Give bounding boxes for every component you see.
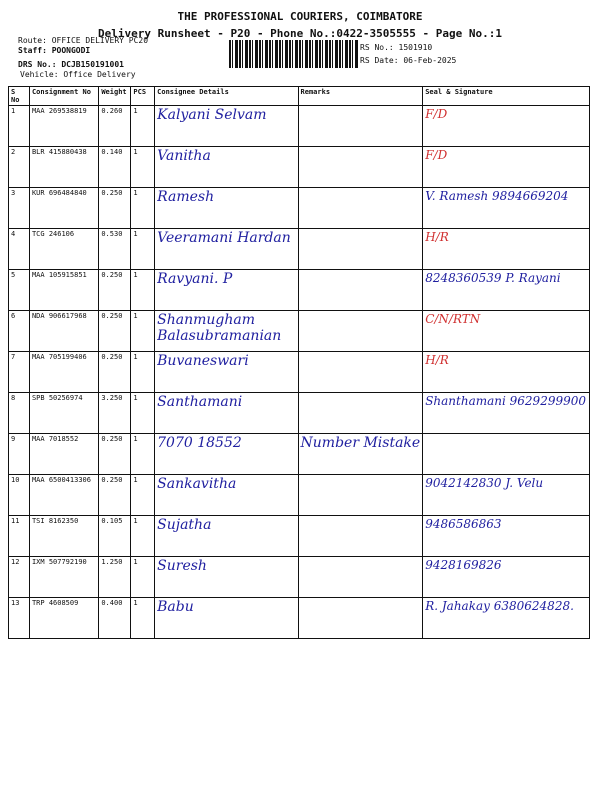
consignment-cell: TCG 246106 <box>29 229 98 270</box>
pcs-cell: 1 <box>131 106 155 147</box>
seal-handwriting: V. Ramesh 9894669204 <box>425 189 569 203</box>
seal-cell <box>423 516 590 557</box>
seal-handwriting: Shanthamani 9629299900 <box>425 394 587 408</box>
weight-cell: 0.260 <box>99 106 131 147</box>
weight-cell: 3.250 <box>99 393 131 434</box>
seal-cell <box>423 270 590 311</box>
consignee-handwriting: Veeramani Hardan <box>157 230 291 246</box>
col-consignment: Consignment No <box>29 87 98 106</box>
pcs-cell: 1 <box>131 188 155 229</box>
pcs-cell: 1 <box>131 147 155 188</box>
table-row <box>9 106 590 147</box>
pcs-cell: 1 <box>131 229 155 270</box>
consignment-cell: TRP 4608509 <box>29 598 98 639</box>
seal-cell <box>423 188 590 229</box>
seal-cell <box>423 598 590 639</box>
pcs-cell: 1 <box>131 352 155 393</box>
consignee-cell <box>155 147 298 188</box>
remarks-cell <box>298 434 423 475</box>
consignee-handwriting: 7070 18552 <box>157 435 242 451</box>
sno-cell: 6 <box>9 311 30 352</box>
consignee-cell <box>155 229 298 270</box>
remarks-cell <box>298 557 423 598</box>
pcs-cell: 1 <box>131 270 155 311</box>
rs-date: RS Date: 06-Feb-2025 <box>360 56 457 65</box>
consignee-handwriting: Sankavitha <box>157 476 237 492</box>
pcs-cell: 1 <box>131 475 155 516</box>
table-row <box>9 393 590 434</box>
remarks-handwriting: Number Mistake <box>300 435 421 451</box>
consignee-cell <box>155 598 298 639</box>
pcs-cell: 1 <box>131 516 155 557</box>
table-row <box>9 229 590 270</box>
sno-cell: 9 <box>9 434 30 475</box>
col-seal: Seal & Signature <box>423 87 590 106</box>
remarks-cell <box>298 352 423 393</box>
seal-cell <box>423 147 590 188</box>
consignee-handwriting: Santhamani <box>157 394 243 410</box>
pcs-cell: 1 <box>131 311 155 352</box>
barcode <box>229 40 359 68</box>
consignment-cell: SPB 50256974 <box>29 393 98 434</box>
pcs-cell: 1 <box>131 434 155 475</box>
consignee-cell <box>155 393 298 434</box>
runsheet-table <box>8 86 590 639</box>
remarks-cell <box>298 598 423 639</box>
col-sno: S No <box>9 87 30 106</box>
consignment-cell: BLR 415880438 <box>29 147 98 188</box>
table-row <box>9 475 590 516</box>
weight-cell: 0.140 <box>99 147 131 188</box>
seal-handwriting: 9486586863 <box>425 517 502 531</box>
consignee-handwriting: Vanitha <box>157 148 211 164</box>
consignment-cell: IXM 507792190 <box>29 557 98 598</box>
weight-cell: 0.250 <box>99 475 131 516</box>
seal-cell <box>423 557 590 598</box>
seal-handwriting: F/D <box>425 107 448 121</box>
sno-cell: 3 <box>9 188 30 229</box>
consignee-cell <box>155 557 298 598</box>
consignee-handwriting: Ramesh <box>157 189 215 205</box>
consignee-cell <box>155 434 298 475</box>
consignee-cell <box>155 311 298 352</box>
consignee-handwriting: Suresh <box>157 558 207 574</box>
col-pcs: PCS <box>131 87 155 106</box>
remarks-cell <box>298 270 423 311</box>
weight-cell: 0.250 <box>99 434 131 475</box>
seal-cell <box>423 393 590 434</box>
sno-cell: 5 <box>9 270 30 311</box>
table-row <box>9 311 590 352</box>
weight-cell: 0.250 <box>99 188 131 229</box>
weight-cell: 0.105 <box>99 516 131 557</box>
drs-label: DRS No.: DCJB150191001 <box>18 60 124 69</box>
sno-cell: 2 <box>9 147 30 188</box>
seal-handwriting: H/R <box>425 353 449 367</box>
sno-cell: 10 <box>9 475 30 516</box>
consignee-handwriting: Shanmugham Balasubramanian <box>157 312 282 344</box>
consignee-cell <box>155 475 298 516</box>
consignee-handwriting: Babu <box>157 599 194 615</box>
col-weight: Weight <box>99 87 131 106</box>
weight-cell: 0.530 <box>99 229 131 270</box>
weight-cell: 0.250 <box>99 270 131 311</box>
remarks-cell <box>298 147 423 188</box>
rs-number: RS No.: 1501910 <box>360 43 433 52</box>
consignee-handwriting: Buvaneswari <box>157 353 249 369</box>
table-row <box>9 557 590 598</box>
consignee-cell <box>155 188 298 229</box>
consignment-cell: KUR 696484840 <box>29 188 98 229</box>
consignee-cell <box>155 516 298 557</box>
consignment-cell: TSI 8162350 <box>29 516 98 557</box>
sno-cell: 8 <box>9 393 30 434</box>
sno-cell: 12 <box>9 557 30 598</box>
seal-handwriting: R. Jahakay 6380624828. <box>425 599 574 613</box>
pcs-cell: 1 <box>131 598 155 639</box>
table-row <box>9 434 590 475</box>
vehicle-label: Vehicle: Office Delivery <box>20 70 136 79</box>
remarks-cell <box>298 516 423 557</box>
consignee-cell <box>155 270 298 311</box>
seal-handwriting: 9042142830 J. Velu <box>425 476 544 490</box>
consignment-cell: NDA 906617968 <box>29 311 98 352</box>
consignee-handwriting: Kalyani Selvam <box>157 107 267 123</box>
remarks-cell <box>298 188 423 229</box>
remarks-cell <box>298 393 423 434</box>
seal-cell <box>423 106 590 147</box>
remarks-cell <box>298 106 423 147</box>
route-label: Route: OFFICE DELIVERY PC20 <box>18 36 149 45</box>
weight-cell: 0.250 <box>99 311 131 352</box>
seal-handwriting: H/R <box>425 230 449 244</box>
consignee-cell <box>155 352 298 393</box>
seal-cell <box>423 229 590 270</box>
seal-handwriting: 9428169826 <box>425 558 502 572</box>
sno-cell: 11 <box>9 516 30 557</box>
table-row <box>9 188 590 229</box>
col-consignee: Consignee Details <box>155 87 298 106</box>
consignee-cell <box>155 106 298 147</box>
consignment-cell: MAA 705199406 <box>29 352 98 393</box>
seal-cell <box>423 475 590 516</box>
remarks-cell <box>298 475 423 516</box>
pcs-cell: 1 <box>131 557 155 598</box>
seal-handwriting: 8248360539 P. Rayani <box>425 271 561 285</box>
remarks-cell <box>298 311 423 352</box>
sno-cell: 4 <box>9 229 30 270</box>
weight-cell: 1.250 <box>99 557 131 598</box>
consignee-handwriting: Sujatha <box>157 517 212 533</box>
sno-cell: 13 <box>9 598 30 639</box>
consignment-cell: MAA 269538819 <box>29 106 98 147</box>
seal-cell <box>423 434 590 475</box>
weight-cell: 0.400 <box>99 598 131 639</box>
staff-label: Staff: POONGODI <box>18 46 91 55</box>
remarks-cell <box>298 229 423 270</box>
seal-handwriting: F/D <box>425 148 448 162</box>
consignment-cell: MAA 7018552 <box>29 434 98 475</box>
sno-cell: 1 <box>9 106 30 147</box>
pcs-cell: 1 <box>131 393 155 434</box>
seal-handwriting: C/N/RTN <box>425 312 481 326</box>
col-remarks: Remarks <box>298 87 423 106</box>
consignee-handwriting: Ravyani. P <box>157 271 233 287</box>
company-title: THE PROFESSIONAL COURIERS, COIMBATORE <box>177 10 423 23</box>
table-row <box>9 598 590 639</box>
sno-cell: 7 <box>9 352 30 393</box>
seal-cell <box>423 311 590 352</box>
runsheet-subtitle: Delivery Runsheet - P20 - Phone No.:0422-3505555 - Page No.:1 <box>98 27 502 40</box>
seal-cell <box>423 352 590 393</box>
consignment-cell: MAA 6500413306 <box>29 475 98 516</box>
weight-cell: 0.250 <box>99 352 131 393</box>
table-row <box>9 147 590 188</box>
consignment-cell: MAA 105915851 <box>29 270 98 311</box>
table-row <box>9 516 590 557</box>
table-header-row <box>9 87 590 106</box>
table-row <box>9 270 590 311</box>
table-row <box>9 352 590 393</box>
